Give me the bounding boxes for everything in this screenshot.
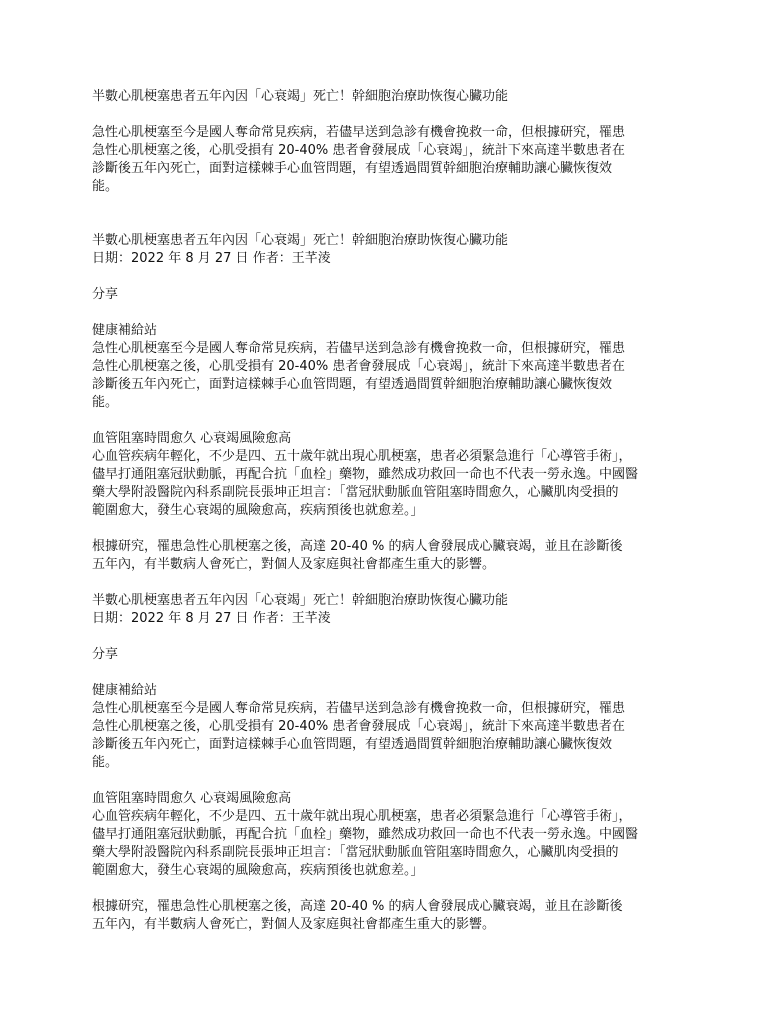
- article-body: 心血管疾病年輕化，不少是四、五十歲年就出現心肌梗塞，患者必須緊急進行「心導管手術」， 儘早打通阻塞冠狀動脈，再配合抗「血栓」藥物，雖然成功救回一命也不代表一勞永逸。中國醫 藥大學附設醫院內科系副院長張坤正坦言：「當冠狀動脈血管阻塞時間愈久，心臟肌肉受損的 範圍愈大，發生心衰竭的風險愈高，疾病預後也就愈差。」: [92, 449, 639, 518]
- article-title: 半數心肌梗塞患者五年內因「心衰竭」死亡！幹細胞治療助恢復心臟功能: [92, 593, 509, 608]
- section-label: 健康補給站: [92, 683, 158, 698]
- article-meta: 日期：2022 年 8 月 27 日 作者：王芊淩: [92, 611, 331, 626]
- article-meta: 日期：2022 年 8 月 27 日 作者：王芊淩: [92, 251, 331, 266]
- article-summary: 急性心肌梗塞至今是國人奪命常見疾病，若儘早送到急診有機會挽救一命，但根據研究，罹患 急性心肌梗塞之後，心肌受損有 20-40% 患者會發展成「心衰竭」，統計下來高達半數患者在 診斷後五年內死亡，面對這樣棘手心血管問題，有望透過間質幹細胞治療輔助讓心臟恢復效 能。: [92, 341, 626, 410]
- article-summary: 急性心肌梗塞至今是國人奪命常見疾病，若儘早送到急診有機會挽救一命，但根據研究，罹患 急性心肌梗塞之後，心肌受損有 20-40% 患者會發展成「心衰竭」，統計下來高達半數患者在 診斷後五年內死亡，面對這樣棘手心血管問題，有望透過間質幹細胞治療輔助讓心臟恢復效 能。: [92, 701, 626, 770]
- section-heading: 血管阻塞時間愈久 心衰竭風險愈高: [92, 431, 292, 446]
- article-block: [92, 232, 672, 574]
- section-label: 健康補給站: [92, 323, 158, 338]
- article-body: 心血管疾病年輕化，不少是四、五十歲年就出現心肌梗塞，患者必須緊急進行「心導管手術」， 儘早打通阻塞冠狀動脈，再配合抗「血栓」藥物，雖然成功救回一命也不代表一勞永逸。中國醫 藥大學附設醫院內科系副院長張坤正坦言：「當冠狀動脈血管阻塞時間愈久，心臟肌肉受損的 範圍愈大，發生心衰竭的風險愈高，疾病預後也就愈差。」: [92, 809, 639, 878]
- share-link[interactable]: 分享: [92, 647, 119, 662]
- article-research: 根據研究，罹患急性心肌梗塞之後，高達 20-40 % 的病人會發展成心臟衰竭，並且在診斷後 五年內，有半數病人會死亡，對個人及家庭與社會都產生重大的影響。: [92, 539, 623, 572]
- share-link[interactable]: 分享: [92, 287, 119, 302]
- article-research: 根據研究，罹患急性心肌梗塞之後，高達 20-40 % 的病人會發展成心臟衰竭，並且在診斷後 五年內，有半數病人會死亡，對個人及家庭與社會都產生重大的影響。: [92, 899, 623, 932]
- intro-title: 半數心肌梗塞患者五年內因「心衰竭」死亡！幹細胞治療助恢復心臟功能: [92, 89, 509, 104]
- article-title: 半數心肌梗塞患者五年內因「心衰竭」死亡！幹細胞治療助恢復心臟功能: [92, 233, 509, 248]
- intro-summary: 急性心肌梗塞至今是國人奪命常見疾病，若儘早送到急診有機會挽救一命，但根據研究，罹患 急性心肌梗塞之後，心肌受損有 20-40% 患者會發展成「心衰竭」，統計下來高達半數患者在 診斷後五年內死亡，面對這樣棘手心血管問題，有望透過間質幹細胞治療輔助讓心臟恢復效 能。: [92, 125, 626, 194]
- article-block: [92, 592, 672, 934]
- section-heading: 血管阻塞時間愈久 心衰竭風險愈高: [92, 791, 292, 806]
- document-page: [92, 88, 672, 934]
